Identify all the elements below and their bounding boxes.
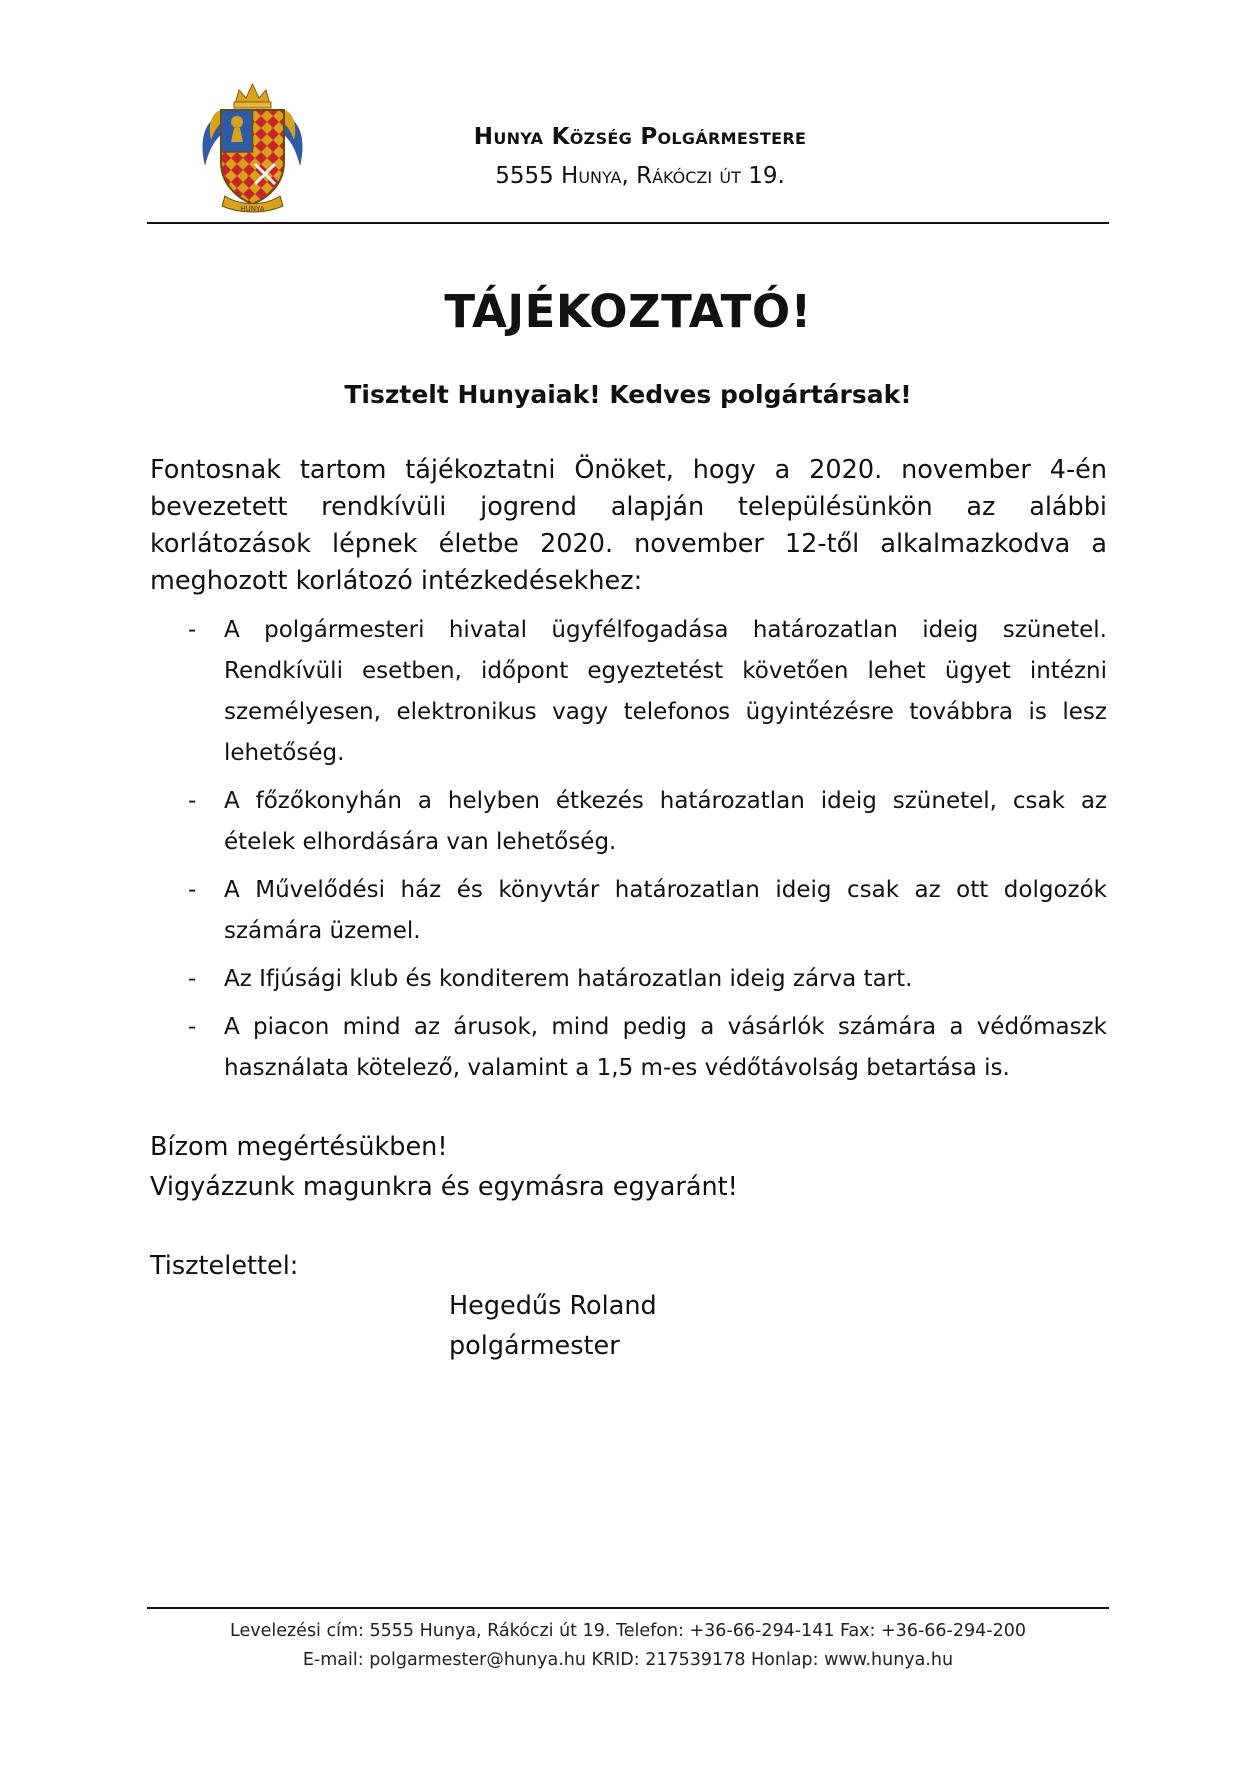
signer-name: Hegedűs Roland bbox=[449, 1291, 657, 1321]
list-item bbox=[150, 610, 1107, 774]
closing-text bbox=[150, 1127, 1050, 1207]
list-item-text: A főzőkonyhán a helyben étkezés határozatlan ideig szünetel, csak az ételek elhordására van lehetőség. bbox=[224, 788, 1107, 855]
footer-contact-line: Levelezési cím: 5555 Hunya, Rákóczi út 19. Telefon: +36-66-294-141 Fax: +36-66-294-200 bbox=[230, 1621, 1026, 1641]
org-address: 5555 Hunya, Rákóczi út 19. bbox=[495, 163, 785, 189]
closing-line-2: Vigyázzunk magunkra és egymásra egyaránt! bbox=[150, 1172, 738, 1202]
footer-online-line: E-mail: polgarmester@hunya.hu KRID: 217539178 Honlap: www.hunya.hu bbox=[302, 1650, 954, 1670]
list-item bbox=[150, 1007, 1107, 1089]
footer bbox=[147, 1617, 1109, 1675]
org-name: Hunya Község Polgármestere bbox=[473, 124, 807, 150]
bullet-dash: - bbox=[188, 617, 197, 643]
list-item-text: A polgármesteri hivatal ügyfélfogadása határozatlan ideig szünetel. Rendkívüli esetben, időpont egyeztetést követően lehet ügyet intézni személyesen, elektronikus vagy telefonos ügyintézésre továbbra is lesz lehetőség. bbox=[224, 617, 1107, 766]
crest-inscription: HUNYA bbox=[240, 205, 265, 213]
signer-role: polgármester bbox=[449, 1331, 620, 1361]
coat-of-arms-logo bbox=[195, 80, 310, 215]
greeting: Tisztelt Hunyaiak! Kedves polgártársak! bbox=[344, 380, 912, 409]
bullet-dash: - bbox=[188, 966, 197, 992]
header-divider bbox=[147, 222, 1109, 224]
page-title: TÁJÉKOZTATÓ! bbox=[444, 285, 812, 338]
bullet-dash: - bbox=[188, 877, 197, 903]
list-item-text: A piacon mind az árusok, mind pedig a vásárlók számára a védőmaszk használata kötelező, valamint a 1,5 m-es védőtávolság betartása is. bbox=[224, 1014, 1107, 1081]
list-item bbox=[150, 781, 1107, 863]
footer-divider bbox=[147, 1607, 1109, 1609]
bullet-dash: - bbox=[188, 1014, 197, 1040]
list-item bbox=[150, 959, 1107, 1000]
signature-block bbox=[449, 1286, 657, 1366]
list-item bbox=[150, 870, 1107, 952]
closing-line-1: Bízom megértésükben! bbox=[150, 1132, 448, 1162]
bullet-dash: - bbox=[188, 788, 197, 814]
list-item-text: A Művelődési ház és könyvtár határozatlan ideig csak az ott dolgozók számára üzemel. bbox=[224, 877, 1107, 944]
list-item-text: Az Ifjúsági klub és konditerem határozatlan ideig zárva tart. bbox=[224, 966, 913, 992]
sign-off: Tisztelettel: bbox=[150, 1251, 299, 1281]
intro-paragraph: Fontosnak tartom tájékoztatni Önöket, hogy a 2020. november 4-én bevezetett rendkívüli jogrend alapján településünkön az alábbi korlátozások lépnek életbe 2020. november 12-től alkalmazkodva a meghozott korlátozó intézkedésekhez: bbox=[150, 455, 1107, 596]
restrictions-list bbox=[150, 610, 1107, 1096]
